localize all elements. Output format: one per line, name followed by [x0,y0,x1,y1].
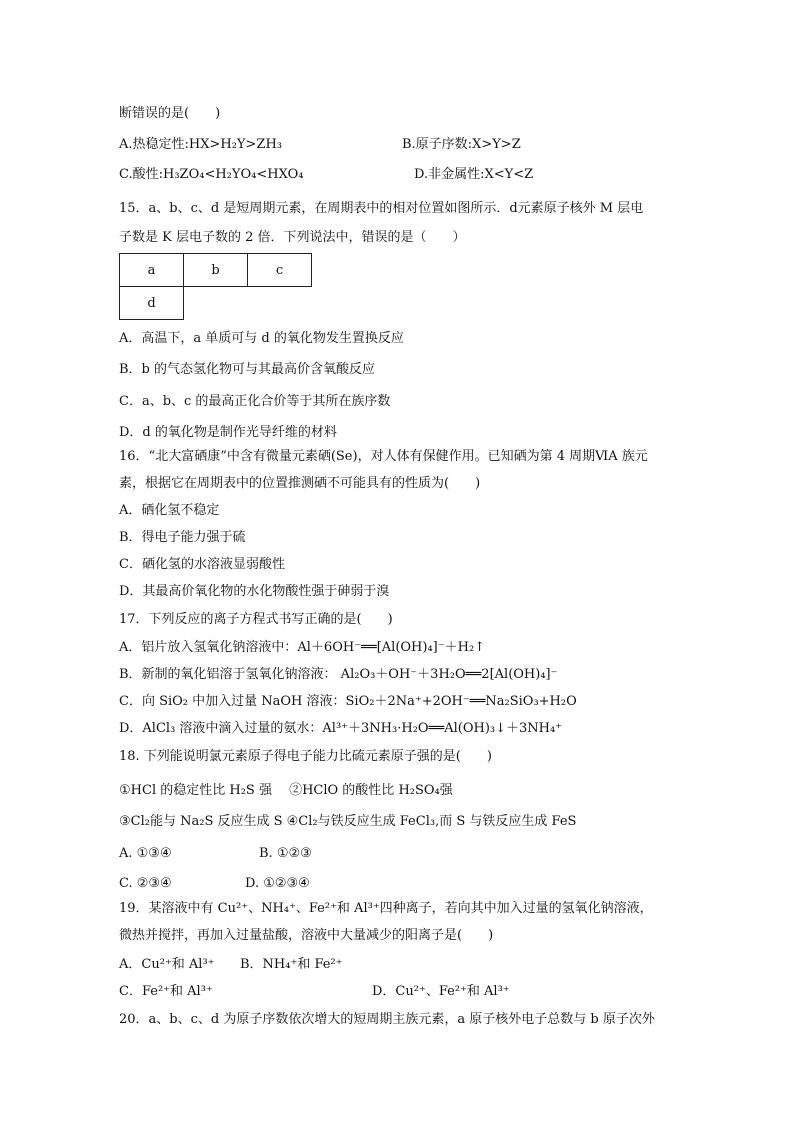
q14-option-d: D.非金属性:X<Y<Z [414,167,534,182]
q19-option-c: C．Fe²⁺和 Al³⁺ [119,984,213,999]
q19-stem-line2: 微热并搅拌，再加入过量盐酸，溶液中大量减少的阳离子是( ) [119,928,494,943]
q14-option-a: A.热稳定性:HX>H₂Y>ZH₃ [119,137,282,152]
q17-stem: 17．下列反应的离子方程式书写正确的是( ) [119,612,393,627]
table-cell-d: d [120,287,184,320]
q14-option-c: C.酸性:H₃ZO₄<H₂YO₄<HXO₄ [119,167,304,182]
q16-option-c: C．硒化氢的水溶液显弱酸性 [119,557,285,572]
q17-option-b: B．新制的氧化铝溶于氢氧化钠溶液： Al₂O₃＋OH⁻＋3H₂O══2[Al(OH)₄]⁻ [119,667,558,682]
q15-option-b: B．b 的气态氢化物可与其最高价含氧酸反应 [119,362,376,377]
table-cell-empty [184,287,248,320]
q18-statement-3-4: ③Cl₂能与 Na₂S 反应生成 S ④Cl₂与铁反应生成 FeCl₃,而 S 与铁反应生成 FeS [119,814,577,829]
table-cell-b: b [184,254,248,287]
q15-stem-line1: 15．a、b、c、d 是短周期元素，在周期表中的相对位置如图所示．d元素原子核外 M 层电 [119,201,644,216]
periodic-position-table [119,253,312,320]
table-cell-c: c [248,254,312,287]
q16-stem-line1: 16．“北大富硒康”中含有微量元素硒(Se)，对人体有保健作用。已知硒为第 4 周期ⅥA 族元 [119,449,648,464]
q20-stem-line1: 20．a、b、c、d 为原子序数依次增大的短周期主族元素，a 原子核外电子总数与 b 原子次外 [119,1012,655,1027]
q16-option-a: A．硒化氢不稳定 [119,503,220,518]
q16-option-b: B．得电子能力强于硫 [119,530,246,545]
q19-stem-line1: 19．某溶液中有 Cu²⁺、NH₄⁺、Fe²⁺和 Al³⁺四种离子，若向其中加入过量的氢氧化钠溶液， [119,901,653,916]
q19-option-b: B．NH₄⁺和 Fe²⁺ [240,957,343,972]
table-cell-empty [248,287,312,320]
q15-option-d: D．d 的氧化物是制作光导纤维的材料 [119,425,337,440]
q14-option-b: B.原子序数:X>Y>Z [402,137,521,152]
q19-option-a: A．Cu²⁺和 Al³⁺ [119,957,215,972]
q18-option-c: C. ②③④ [119,876,172,891]
q17-option-d: D．AlCl₃ 溶液中滴入过量的氨水：Al³⁺＋3NH₃·H₂O══Al(OH)₃↓＋3NH₄⁺ [119,721,563,736]
q16-option-d: D．其最高价氧化物的水化物酸性强于砷弱于溴 [119,584,390,599]
table-cell-a: a [120,254,184,287]
q18-stem: 18. 下列能说明氯元素原子得电子能力比硫元素原子强的是( ) [119,749,492,764]
q15-stem-line2: 子数是 K 层电子数的 2 倍．下列说法中，错误的是（ ） [119,230,466,245]
q16-stem-line2: 素，根据它在周期表中的位置推测硒不可能具有的性质为( ) [119,476,481,491]
q18-option-b: B. ①②③ [259,846,312,861]
q19-option-d: D．Cu²⁺、Fe²⁺和 Al³⁺ [372,984,510,999]
q14-stem-tail: 断错误的是( ) [119,106,221,121]
q15-option-c: C．a、b、c 的最高正化合价等于其所在族序数 [119,394,391,409]
q17-option-a: A．铝片放入氢氧化钠溶液中：Al＋6OH⁻══[Al(OH)₄]⁻＋H₂↑ [119,640,486,655]
q15-option-a: A．高温下，a 单质可与 d 的氧化物发生置换反应 [119,331,404,346]
q18-option-d: D. ①②③④ [245,876,310,891]
q18-statement-1-2: ①HCl 的稳定性比 H₂S 强 ②HClO 的酸性比 H₂SO₄强 [119,783,453,798]
q17-option-c: C．向 SiO₂ 中加入过量 NaOH 溶液：SiO₂＋2Na⁺+2OH⁻══Na₂SiO₃+H₂O [119,694,577,709]
q18-option-a: A. ①③④ [119,846,172,861]
